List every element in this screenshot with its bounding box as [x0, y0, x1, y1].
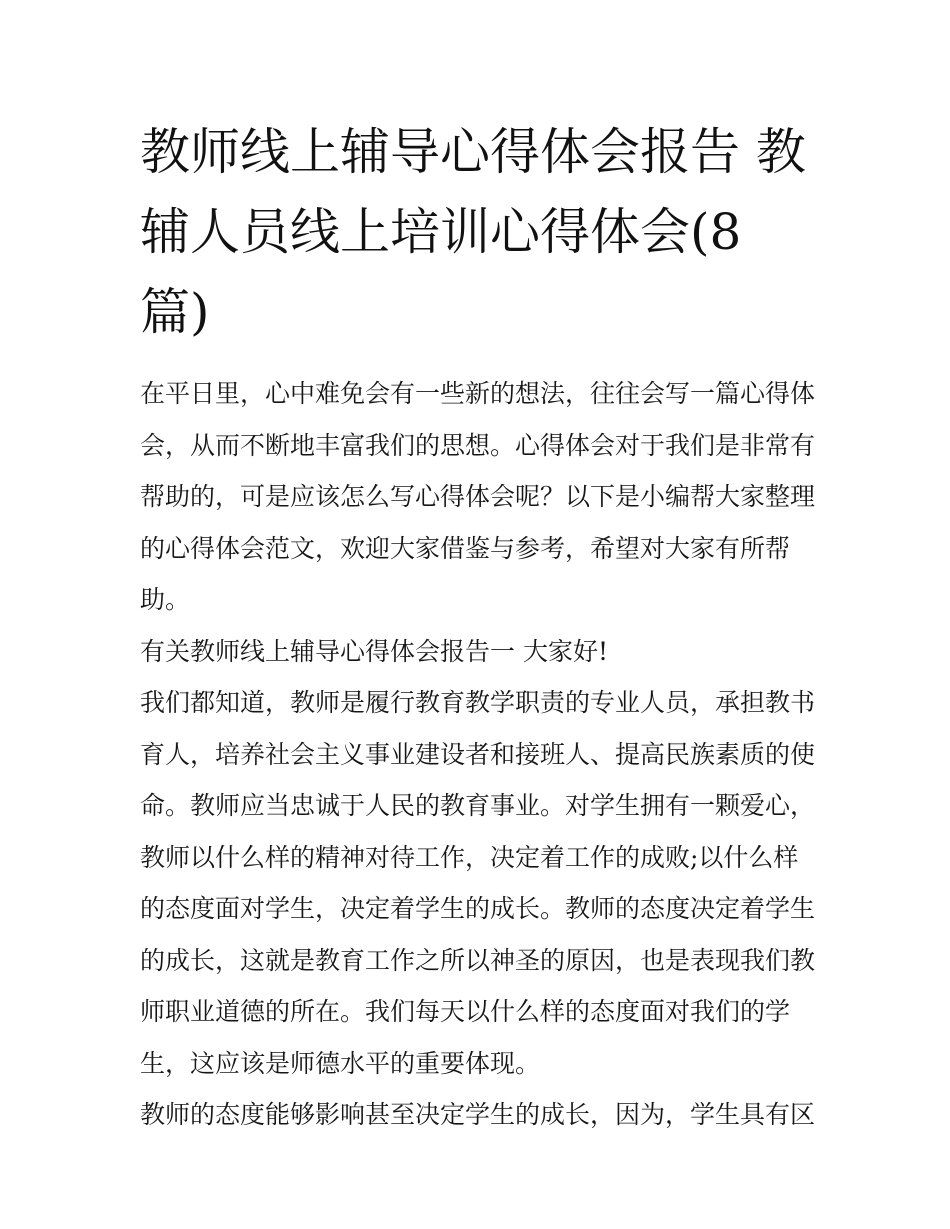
paragraph-line: 的成长，这就是教育工作之所以神圣的原因，也是表现我们教	[140, 945, 816, 975]
intro-paragraph-line: 会，从而不断地丰富我们的思想。心得体会对于我们是非常有	[140, 430, 816, 460]
paragraph-line: 生，这应该是师德水平的重要体现。	[140, 1048, 541, 1078]
intro-paragraph-line: 助。	[140, 585, 191, 614]
paragraph-line: 命。教师应当忠诚于人民的教育事业。对学生拥有一颗爱心，	[140, 791, 816, 820]
paragraph-line: 师职业道德的所在。我们每天以什么样的态度面对我们的学	[140, 997, 791, 1026]
intro-paragraph-line: 的心得体会范文，欢迎大家借鉴与参考，希望对大家有所帮	[140, 533, 791, 563]
paragraph-line: 的态度面对学生，决定着学生的成长。教师的态度决定着学生	[140, 894, 816, 923]
document-page	[140, 112, 816, 1141]
paragraph-line: 育人，培养社会主义事业建设者和接班人、提高民族素质的使	[140, 739, 816, 769]
document-title	[140, 112, 816, 352]
paragraph-line: 教师的态度能够影响甚至决定学生的成长，因为，学生具有区	[140, 1100, 816, 1129]
intro-paragraph-line: 帮助的，可是应该怎么写心得体会呢？以下是小编帮大家整理	[140, 482, 816, 511]
document-body	[140, 368, 816, 1141]
paragraph-line: 我们都知道，教师是履行教育教学职责的专业人员，承担教书	[140, 688, 816, 717]
title-line: 篇)	[140, 283, 210, 341]
title-line: 教师线上辅导心得体会报告 教	[140, 123, 806, 181]
paragraph-line: 教师以什么样的精神对待工作，决定着工作的成败;以什么样	[140, 842, 799, 872]
intro-paragraph-line: 在平日里，心中难免会有一些新的想法，往往会写一篇心得体	[140, 379, 816, 408]
title-line: 辅人员线上培训心得体会(8	[140, 203, 742, 261]
section-heading: 有关教师线上辅导心得体会报告一 大家好!	[140, 636, 608, 666]
